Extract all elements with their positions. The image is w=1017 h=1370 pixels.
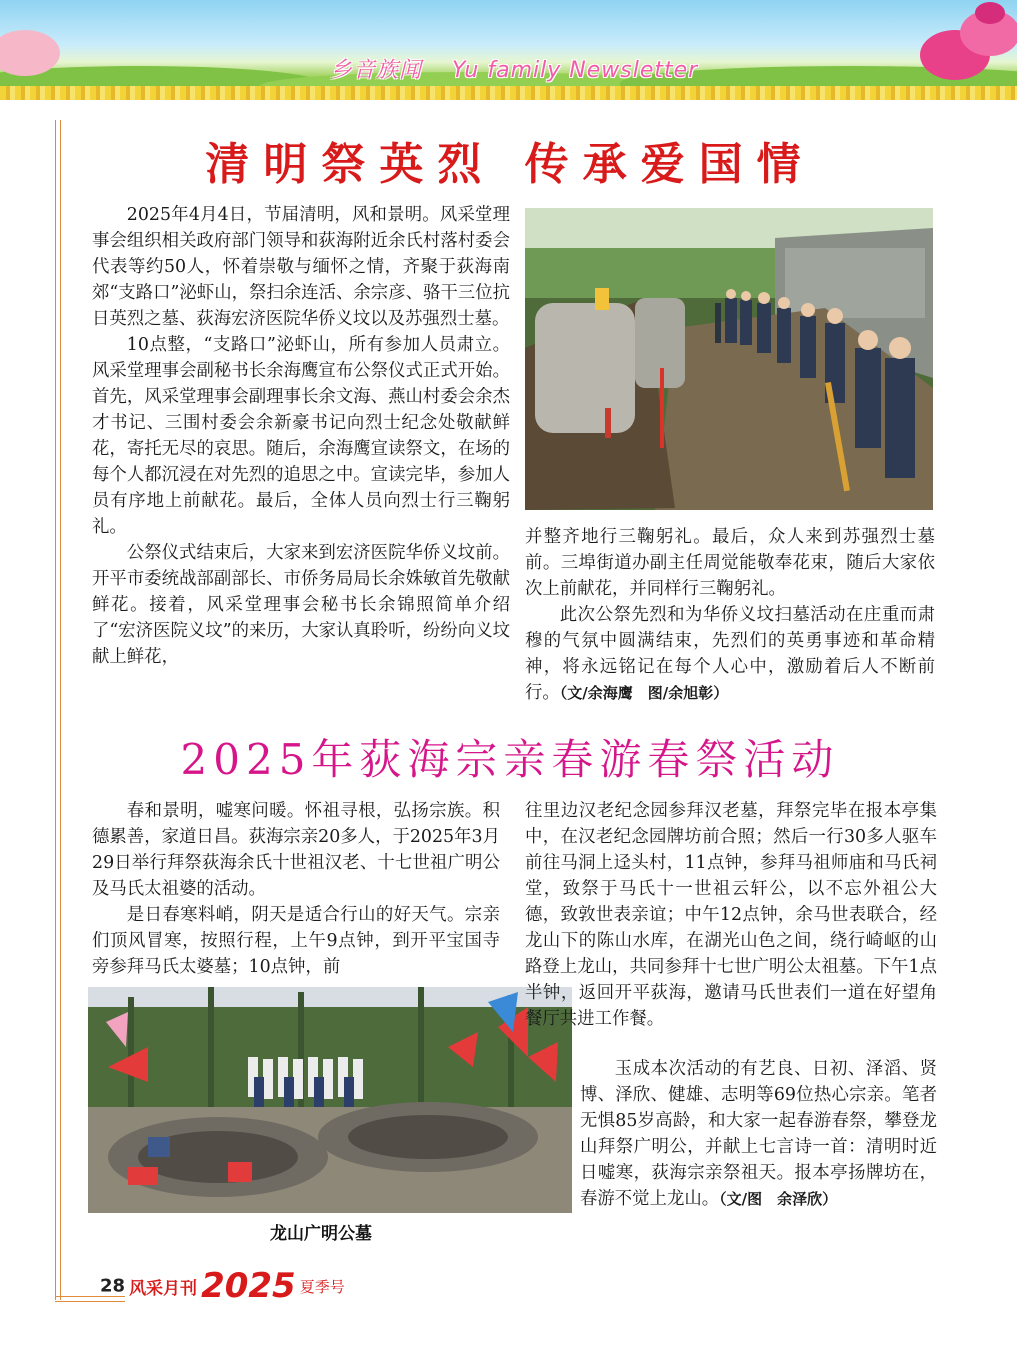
banner-flowers [0,86,1017,100]
article2-photo [88,987,572,1213]
article1-credit: （文/余海鹰 图/余旭彰） [559,684,729,702]
page-number: 28 [100,1275,126,1297]
photo-caption: 龙山广明公墓 [270,1224,372,1244]
article1-title: 清明祭英烈 传承爱国情 [205,139,815,190]
article1-paragraph: 2025年4月4日，节届清明，风和景明。风采堂理事会组织相关政府部门领导和荻海附近余氏村落村委会代表等约50人，怀着崇敬与缅怀之情，齐聚于荻海南郊“支路口”泌虾山，祭扫余连活、余宗彦、骆干三位抗日英烈之墓、荻海宏济医院华侨义坟以及苏强烈士墓。 [92,205,510,329]
article1-closing: 此次公祭先烈和为华侨义坟扫墓活动在庄重而肃穆的气氛中圆满结束，先烈们的英勇事迹和革命精神，将永远铭记在每个人心中，激励着后人不断前行。 [525,605,935,703]
newsletter-title-cn: 乡音族闻 [330,58,423,83]
article1-right-column [525,524,935,706]
article2-paragraph: 春和景明，嘘寒问暖。怀祖寻根，弘扬宗族。积德累善，家道日昌。荻海宗亲20多人，于2025年3月29日举行拜祭荻海余氏十世祖汉老、十七世祖广明公及马氏太祖婆的活动。 [92,801,500,899]
page-frame-vertical [55,120,61,1300]
article1-paragraph: 公祭仪式结束后，大家来到宏济医院华侨义坟前。开平市委统战部副部长、市侨务局局长余姝敏首先敬献鲜花。接着，风采堂理事会秘书长余锦照简单介绍了“宏济医院义坟”的来历，大家认真聆听，纷纷向义坟献上鲜花， [92,543,510,667]
article1-paragraph: 10点整，“支路口”泌虾山，所有参加人员肃立。风采堂理事会副秘书长余海鹰宣布公祭仪式正式开始。首先，风采堂理事会副理事长余文海、燕山村委会余杰才书记、三围村委会余新豪书记向烈士纪念处敬献鲜花，寄托无尽的哀思。随后，余海鹰宣读祭文，在场的每个人都沉浸在对先烈的追思之中。宣读完毕，参加人员有序地上前献花。最后，全体人员向烈士行三鞠躬礼。 [92,335,510,537]
newsletter-title [330,53,698,84]
article2-continuation [525,798,937,1032]
article2-paragraph [580,1056,937,1212]
page-footer [100,1266,345,1306]
article2-closing: 玉成本次活动的有艺良、日初、泽滔、贤博、泽欣、健雄、志明等69位热心宗亲。笔者无惧85岁高龄，和大家一起春游春祭，攀登龙山拜祭广明公，并献上七言诗一首：清明时近日嘘寒，荻海宗亲祭祖天。报本亭扬牌坊在，春游不觉上龙山。 [580,1059,937,1209]
article2-credit: （文/图 余泽欣） [719,1190,838,1208]
article2-title: 2025年荻海宗亲春游春祭活动 [180,735,840,784]
memorial-ceremony-photo [525,208,933,510]
newsletter-title-en: Yu family Newsletter [452,58,699,83]
magazine-name: 风采月刊 [129,1278,198,1299]
issue-edition: 夏季号 [299,1277,345,1296]
article2-left-column [92,798,500,980]
tomb-group-photo [88,987,572,1213]
article2-continuation-text: 往里边汉老纪念园参拜汉老墓，拜祭完毕在报本亭集中，在汉老纪念园牌坊前合照；然后一行30多人驱车前往马洞上迳头村，11点钟，参拜马祖师庙和马氏祠堂，致祭于马氏十一世祖云轩公，以不忘外祖公大德，致敦世表亲谊；中午12点钟，余马世表联合，经龙山下的陈山水库，在湖光山色之间，绕行崎岖的山路登上龙山，共同参拜十七世广明公太祖墓。下午1点半钟，返回开平荻海，邀请马氏世表们一道在好望角餐厅共进工作餐。 [525,801,937,1029]
article1-continuation: 并整齐地行三鞠躬礼。最后，众人来到苏强烈士墓前。三埠街道办副主任周觉能敬奉花束，随后大家依次上前献花，并同样行三鞠躬礼。 [525,527,935,599]
article1-left-column [92,202,510,670]
header-banner [0,0,1017,100]
article1-photo [525,208,933,510]
article1-paragraph [525,602,935,706]
blossom-tree [975,2,1005,24]
article2-right-column-top [525,798,937,1032]
issue-year: 2025 [201,1266,296,1306]
article2-right-column-bottom [580,1056,937,1212]
article2-paragraph: 是日春寒料峭，阴天是适合行山的好天气。宗亲们顶风冒寒，按照行程，上午9点钟，到开平宝国寺旁参拜马氏太婆墓；10点钟，前 [92,905,500,977]
